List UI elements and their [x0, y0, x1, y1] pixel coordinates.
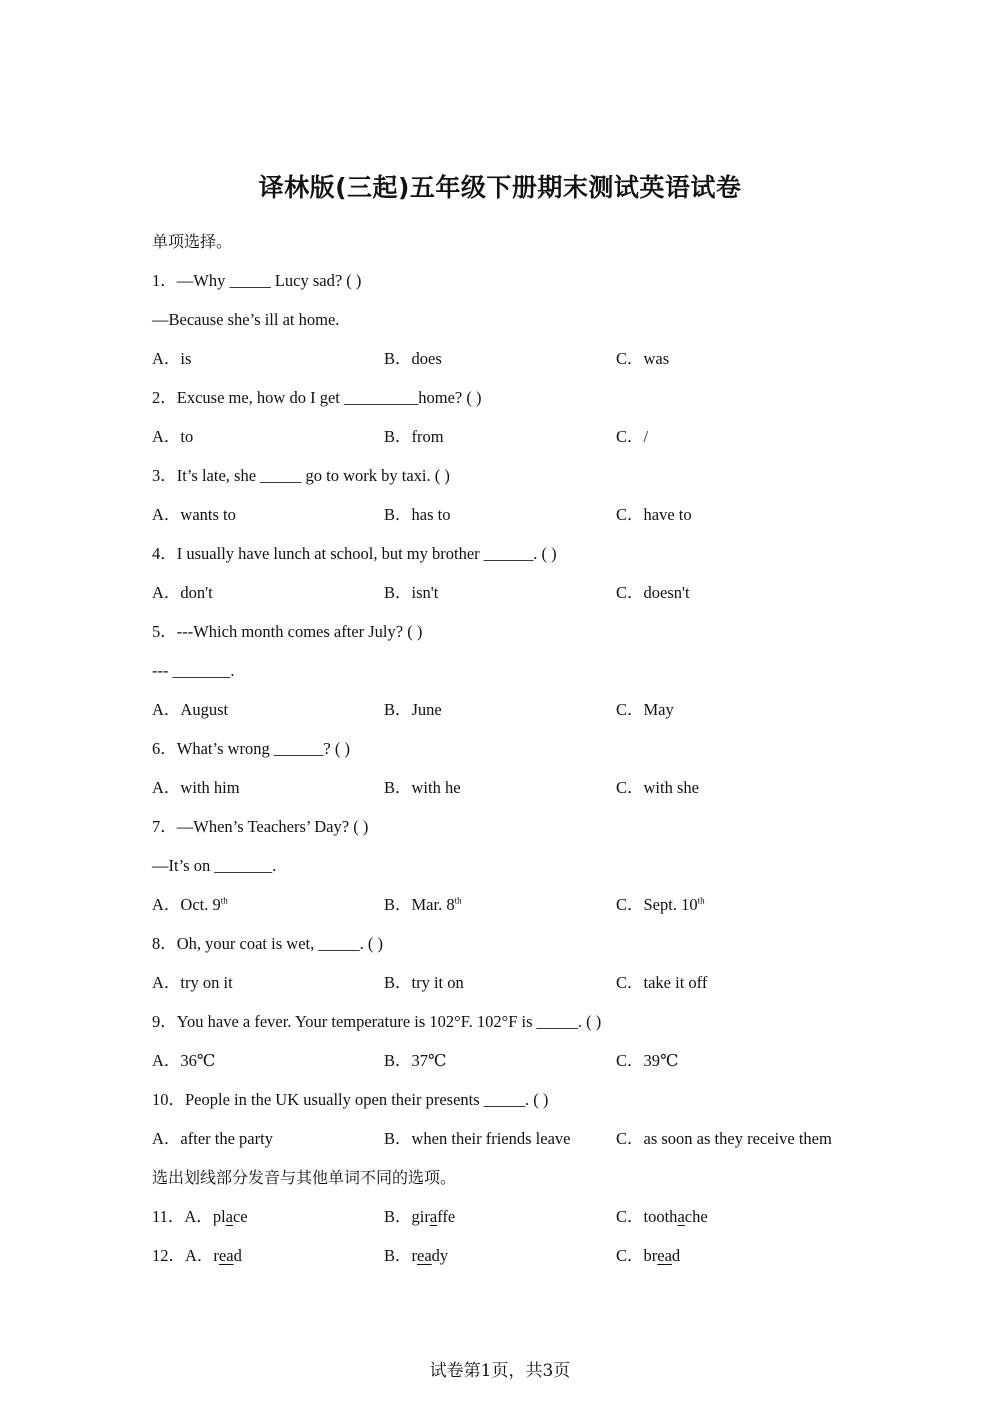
question-7-response: —It’s on _______. — [152, 856, 277, 875]
word-part: d — [671, 1246, 681, 1265]
ordinal-suffix: th — [697, 895, 705, 906]
word-part: dy — [431, 1246, 449, 1265]
word-part: ffe — [437, 1207, 456, 1226]
word-part: gir — [411, 1207, 430, 1226]
question-4-stem: 4．I usually have lunch at school, but my brother ______. ( ) — [152, 544, 557, 563]
option-b: B．with he — [384, 778, 461, 797]
question-6-stem: 6．What’s wrong ______? ( ) — [152, 739, 350, 758]
question-10-options — [152, 1126, 912, 1165]
option-b: B．isn't — [384, 583, 439, 602]
section-heading-single-choice: 单项选择。 — [152, 232, 233, 251]
option-c: C．take it off — [616, 973, 708, 992]
option-a: A．after the party — [152, 1129, 273, 1148]
option-b: B．June — [384, 700, 442, 719]
question-1-response: —Because she’s ill at home. — [152, 310, 340, 329]
word-part: ce — [232, 1207, 248, 1226]
word-part: tooth — [643, 1207, 678, 1226]
underlined-letters: ea — [657, 1246, 672, 1265]
option-a-text: A．Oct. 9 — [152, 895, 221, 914]
option-c: C．doesn't — [616, 583, 690, 602]
option-b — [384, 1243, 616, 1282]
option-a: A．36℃ — [152, 1051, 216, 1070]
underlined-letters: a — [429, 1207, 438, 1226]
page-footer: 试卷第1页，共3页 — [429, 1361, 571, 1381]
option-b-text: B．Mar. 8 — [384, 895, 455, 914]
question-5-options — [152, 697, 912, 736]
question-4-options — [152, 580, 912, 619]
option-b: B．has to — [384, 505, 451, 524]
option-a: A．with him — [152, 778, 240, 797]
underlined-letters: ea — [417, 1246, 432, 1265]
question-2-options — [152, 424, 912, 463]
word-part: br — [643, 1246, 658, 1265]
question-5-response: --- _______. — [152, 661, 235, 680]
option-label: C． — [616, 1246, 644, 1265]
question-7-options — [152, 892, 912, 931]
option-a: A．don't — [152, 583, 213, 602]
question-12-options — [152, 1243, 912, 1282]
option-label: C． — [616, 1207, 644, 1226]
option-label: B． — [384, 1207, 412, 1226]
option-b: B．when their friends leave — [384, 1129, 571, 1148]
option-c: C．was — [616, 349, 670, 368]
option-a — [152, 892, 384, 931]
question-3-options — [152, 502, 912, 541]
underlined-letters: ea — [218, 1246, 234, 1265]
question-number: 12．A． — [152, 1246, 214, 1265]
question-2-stem: 2．Excuse me, how do I get _________home? ( ) — [152, 388, 482, 407]
option-c — [616, 1204, 916, 1243]
word-part: r — [411, 1246, 418, 1265]
section-heading-pronunciation: 选出划线部分发音与其他单词不同的选项。 — [152, 1168, 457, 1187]
question-list — [152, 229, 912, 1282]
option-label: B． — [384, 1246, 412, 1265]
question-8-stem: 8．Oh, your coat is wet, _____. ( ) — [152, 934, 383, 953]
option-b: B．does — [384, 349, 442, 368]
question-6-options — [152, 775, 912, 814]
option-a: A．wants to — [152, 505, 236, 524]
underlined-letters: a — [225, 1207, 233, 1226]
question-7-stem: 7．—When’s Teachers’ Day? ( ) — [152, 817, 369, 836]
question-number: 11．A． — [152, 1207, 213, 1226]
word-part: d — [233, 1246, 242, 1265]
option-a — [152, 1243, 384, 1282]
option-c: C．/ — [616, 427, 649, 446]
question-3-stem: 3．It’s late, she _____ go to work by taxi. ( ) — [152, 466, 450, 485]
option-c: C．as soon as they receive them — [616, 1129, 832, 1148]
option-a: A．to — [152, 427, 194, 446]
option-c: C．with she — [616, 778, 699, 797]
option-c — [616, 892, 916, 931]
underlined-letters: a — [677, 1207, 685, 1226]
question-11-options — [152, 1204, 912, 1243]
question-1-stem: 1．—Why _____ Lucy sad? ( ) — [152, 271, 362, 290]
word-part: pl — [212, 1207, 226, 1226]
option-b — [384, 892, 616, 931]
option-b: B．37℃ — [384, 1051, 447, 1070]
word-part: che — [684, 1207, 708, 1226]
option-c: C．have to — [616, 505, 692, 524]
option-b — [384, 1204, 616, 1243]
option-b: B．try it on — [384, 973, 464, 992]
question-9-stem: 9．You have a fever. Your temperature is 102°F. 102°F is _____. ( ) — [152, 1012, 602, 1031]
question-9-options — [152, 1048, 912, 1087]
question-5-stem: 5．---Which month comes after July? ( ) — [152, 622, 423, 641]
option-a: A．is — [152, 349, 192, 368]
question-1-options — [152, 346, 912, 385]
option-c — [616, 1243, 916, 1282]
ordinal-suffix: th — [454, 895, 462, 906]
word-part: r — [213, 1246, 219, 1265]
page-title: 译林版(三起)五年级下册期末测试英语试卷 — [258, 173, 742, 202]
question-10-stem: 10．People in the UK usually open their presents _____. ( ) — [152, 1090, 549, 1109]
ordinal-suffix: th — [220, 895, 228, 906]
option-a: A．try on it — [152, 973, 233, 992]
option-c: C．May — [616, 700, 674, 719]
option-a: A．August — [152, 700, 229, 719]
option-a — [152, 1204, 384, 1243]
option-c-text: C．Sept. 10 — [616, 895, 698, 914]
option-c: C．39℃ — [616, 1051, 679, 1070]
option-b: B．from — [384, 427, 444, 446]
question-8-options — [152, 970, 912, 1009]
